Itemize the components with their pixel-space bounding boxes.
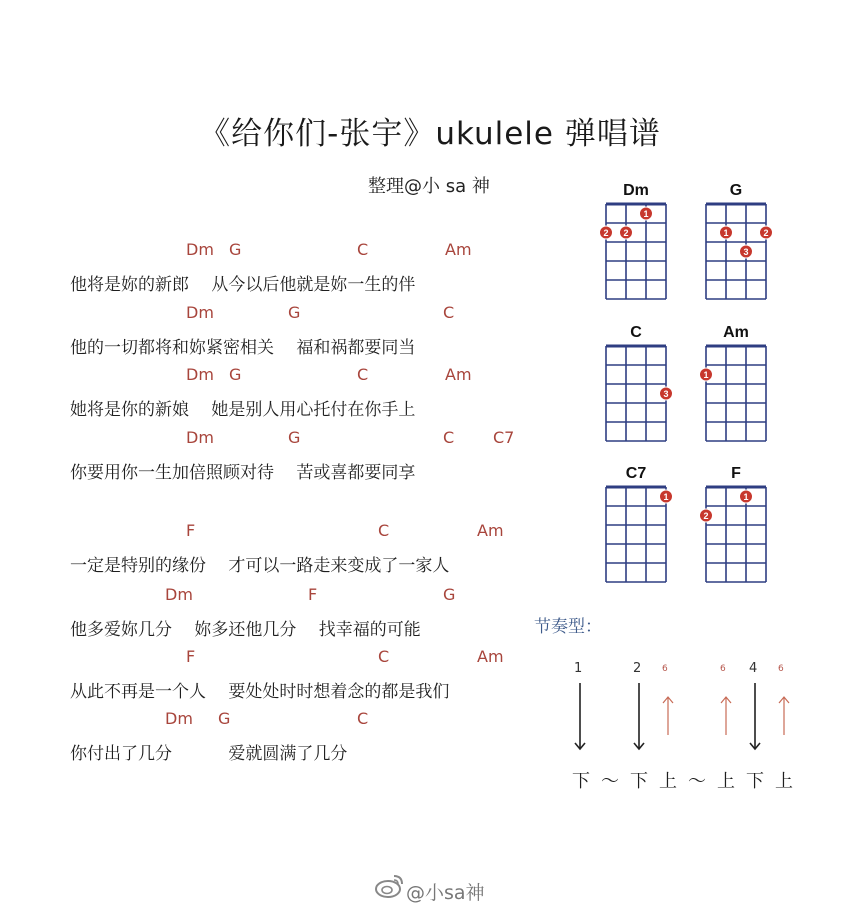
chord-label: F <box>186 647 196 666</box>
chord-label: Am <box>445 240 472 259</box>
chord-label: Am <box>477 521 504 540</box>
strum-stroke: 上 <box>717 771 735 792</box>
strum-stroke: ～ <box>601 771 619 792</box>
chord-label: Am <box>477 647 504 666</box>
down-arrow-icon <box>748 681 762 751</box>
strum-stroke: 上 <box>659 771 677 792</box>
chord-label: C <box>378 521 390 540</box>
finger-number: 2 <box>703 511 709 521</box>
chord-label: C <box>378 647 390 666</box>
chord-label: G <box>443 585 456 604</box>
chord-label: G <box>229 240 242 259</box>
finger-number: 3 <box>743 247 749 257</box>
chord-chart-grid <box>700 342 772 446</box>
beat-number: 6 <box>662 664 668 674</box>
beat-number: 1 <box>574 661 583 676</box>
finger-number: 1 <box>643 209 649 219</box>
chord-label: Dm <box>186 365 214 384</box>
beat-number: 2 <box>633 661 642 676</box>
chord-label: F <box>186 521 196 540</box>
chord-label: G <box>288 428 301 447</box>
chord-label: C <box>443 428 455 447</box>
chord-label: G <box>229 365 242 384</box>
chord-label: Dm <box>186 303 214 322</box>
chord-chart-name: C7 <box>625 465 647 482</box>
chord-chart-grid <box>700 200 772 304</box>
chord-label: Am <box>445 365 472 384</box>
finger-number: 2 <box>603 228 609 238</box>
chord-chart-grid <box>600 200 672 304</box>
finger-number: 3 <box>663 389 669 399</box>
lyric-line: 一定是特别的缘份 才可以一路走来变成了一家人 <box>70 556 450 576</box>
chord-label: Dm <box>165 585 193 604</box>
weibo-icon <box>374 872 406 900</box>
lyric-line: 他将是妳的新郎 从今以后他就是妳一生的伴 <box>70 275 416 295</box>
strum-stroke: ～ <box>688 771 706 792</box>
beat-number: 6 <box>720 664 726 674</box>
down-arrow-icon <box>632 681 646 751</box>
down-arrow-icon <box>573 681 587 751</box>
finger-number: 2 <box>763 228 769 238</box>
chord-label: Dm <box>186 428 214 447</box>
lyric-line: 你要用你一生加倍照顾对待 苦或喜都要同享 <box>70 463 416 483</box>
finger-number: 1 <box>663 492 669 502</box>
lyric-line: 他的一切都将和妳紧密相关 福和祸都要同当 <box>70 338 416 358</box>
finger-number: 2 <box>623 228 629 238</box>
up-arrow-icon <box>719 695 733 737</box>
strum-stroke: 下 <box>572 771 590 792</box>
beat-number: 6 <box>778 664 784 674</box>
lyric-line: 她将是你的新娘 她是别人用心托付在你手上 <box>70 400 416 420</box>
finger-number: 1 <box>703 370 709 380</box>
chord-chart-name: G <box>729 182 743 199</box>
chord-label: C <box>443 303 455 322</box>
chord-label: G <box>218 709 231 728</box>
chord-chart-grid <box>700 483 772 587</box>
lyric-line: 他多爱妳几分 妳多还他几分 找幸福的可能 <box>70 620 421 640</box>
lyric-line: 你付出了几分 爱就圆满了几分 <box>70 744 348 764</box>
chord-chart-name: Dm <box>623 182 649 199</box>
chord-chart-name: Am <box>723 324 749 341</box>
chord-chart-name: C <box>630 324 642 341</box>
chord-label: F <box>308 585 318 604</box>
rhythm-label: 节奏型： <box>534 617 602 637</box>
strum-stroke: 下 <box>630 771 648 792</box>
watermark: @小sa神 <box>406 882 485 904</box>
chord-label: C <box>357 240 369 259</box>
chord-chart-name: F <box>731 465 741 482</box>
chord-label: C <box>357 709 369 728</box>
beat-number: 4 <box>749 661 758 676</box>
chord-label: C <box>357 365 369 384</box>
up-arrow-icon <box>777 695 791 737</box>
finger-number: 1 <box>743 492 749 502</box>
lyric-line: 从此不再是一个人 要处处时时想着念的都是我们 <box>70 682 450 702</box>
page-title: 《给你们-张宇》ukulele 弹唱谱 <box>199 116 661 152</box>
strum-stroke: 上 <box>775 771 793 792</box>
chord-label: G <box>288 303 301 322</box>
up-arrow-icon <box>661 695 675 737</box>
finger-number: 1 <box>723 228 729 238</box>
chord-label: Dm <box>186 240 214 259</box>
chord-label: C7 <box>493 428 515 447</box>
chord-chart-grid <box>600 483 672 587</box>
chord-label: Dm <box>165 709 193 728</box>
arranger-credit: 整理@小 sa 神 <box>368 176 490 197</box>
strum-stroke: 下 <box>746 771 764 792</box>
chord-chart-grid <box>600 342 672 446</box>
